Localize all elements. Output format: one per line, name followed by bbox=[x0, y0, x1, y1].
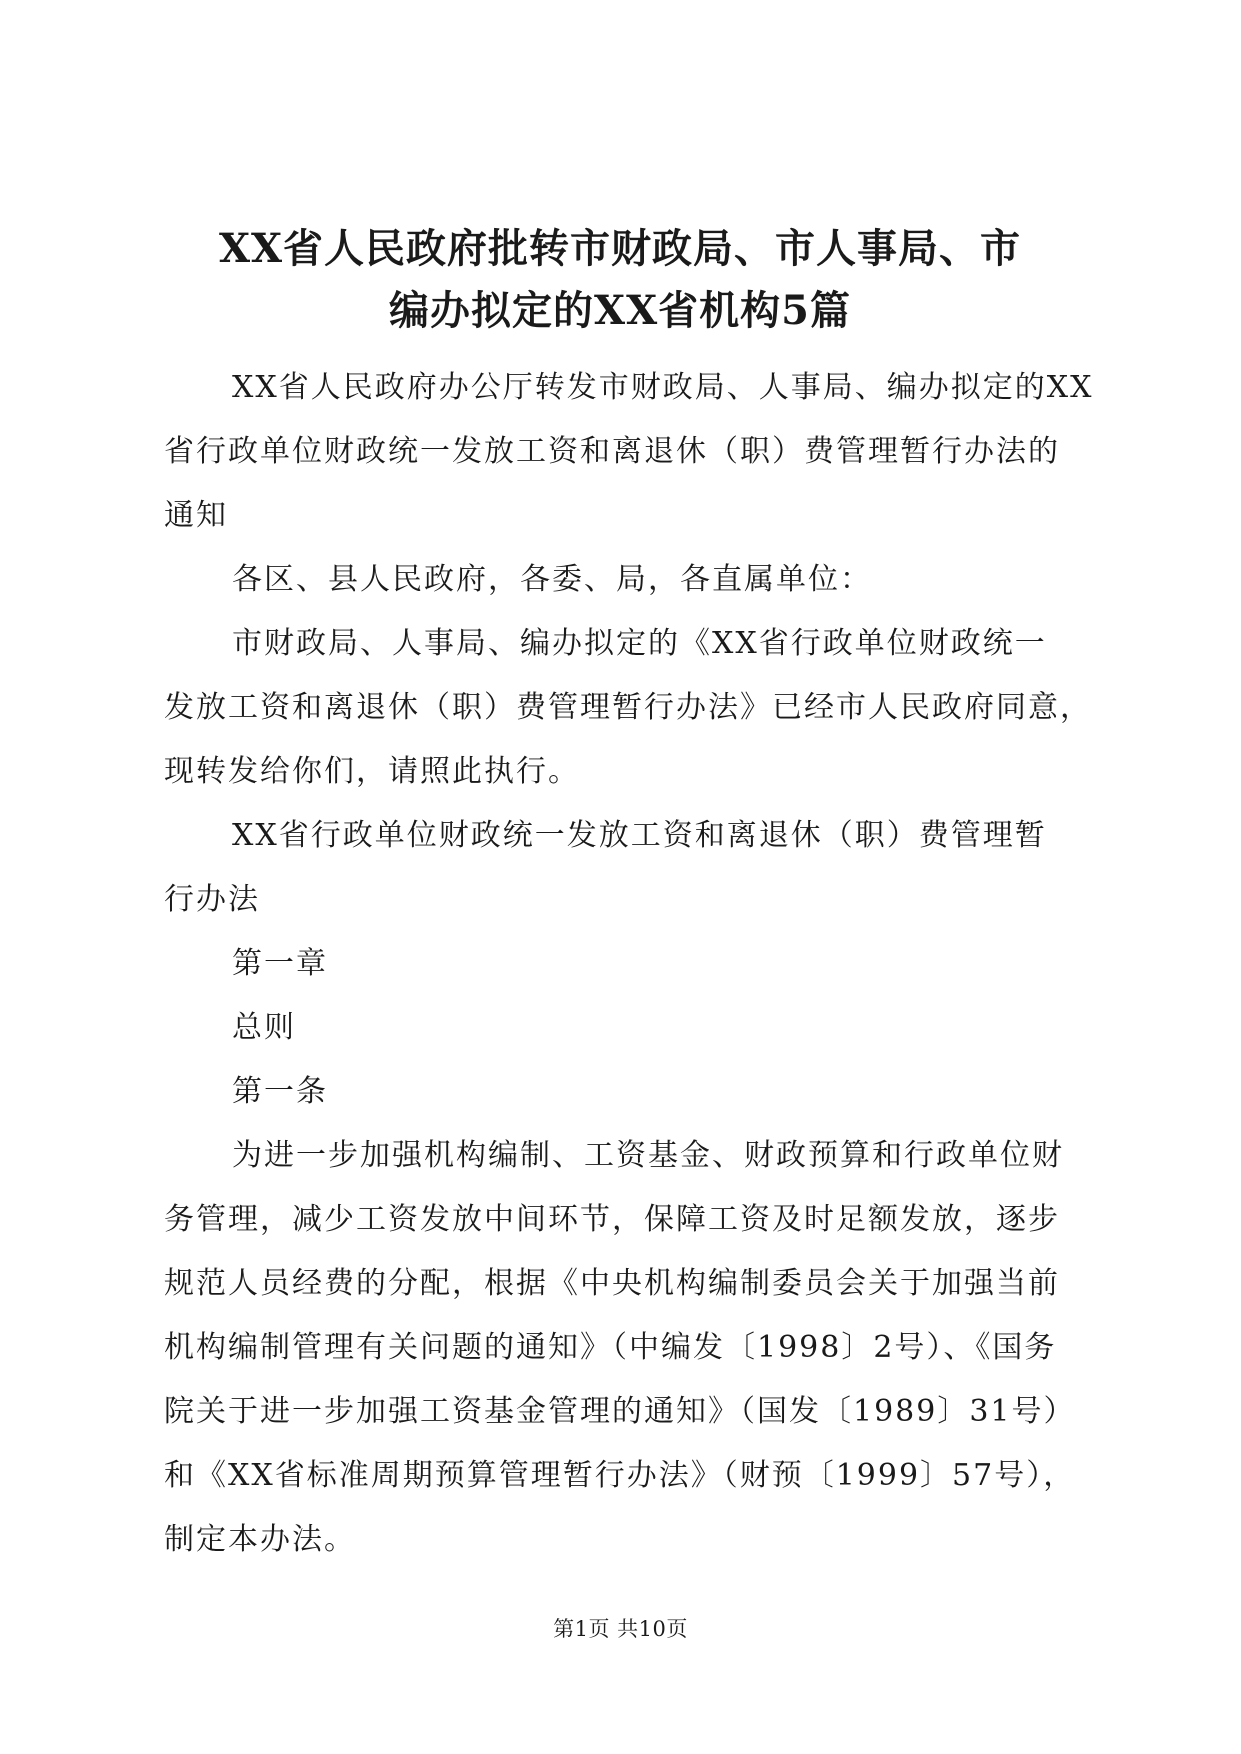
text-line: 制定本办法。 bbox=[164, 1522, 356, 1557]
text-line: 现转发给你们，请照此执行。 bbox=[164, 754, 580, 789]
title-line-2: 编办拟定的XX省机构5篇 bbox=[389, 287, 851, 334]
text-line: 第一条 bbox=[232, 1074, 328, 1109]
text-line: 各区、县人民政府，各委、局，各直属单位： bbox=[232, 562, 872, 597]
text-line: 为进一步加强机构编制、工资基金、财政预算和行政单位财 bbox=[232, 1138, 1064, 1173]
page-number-footer: 第1页 共10页 bbox=[553, 1617, 688, 1641]
text-line: 务管理，减少工资发放中间环节，保障工资及时足额发放，逐步 bbox=[164, 1202, 1060, 1237]
text-line: XX省行政单位财政统一发放工资和离退休（职）费管理暂 bbox=[232, 818, 1047, 853]
text-line: 行办法 bbox=[164, 882, 260, 917]
article-heading bbox=[164, 1060, 1084, 1124]
title-line-1: XX省人民政府批转市财政局、市人事局、市 bbox=[218, 225, 1022, 272]
chapter-subtitle bbox=[164, 996, 1084, 1060]
document-title bbox=[150, 218, 1090, 342]
text-line: 总则 bbox=[232, 1010, 296, 1045]
text-line: 省行政单位财政统一发放工资和离退休（职）费管理暂行办法的 bbox=[164, 434, 1060, 469]
document-body bbox=[164, 356, 1094, 1572]
text-line: 院关于进一步加强工资基金管理的通知》（国发〔1989〕31号） bbox=[164, 1394, 1076, 1429]
text-line: 机构编制管理有关问题的通知》（中编发〔1998〕2号）、《国务 bbox=[164, 1330, 1057, 1365]
paragraph-forwarding bbox=[164, 612, 1092, 804]
text-line: 发放工资和离退休（职）费管理暂行办法》已经市人民政府同意， bbox=[164, 690, 1092, 725]
paragraph-notice-heading bbox=[164, 356, 1094, 548]
text-line: XX省人民政府办公厅转发市财政局、人事局、编办拟定的XX bbox=[232, 370, 1094, 405]
paragraph-article-one bbox=[164, 1124, 1084, 1572]
text-line: 第一章 bbox=[232, 946, 328, 981]
chapter-heading bbox=[164, 932, 1084, 996]
text-line: 和《XX省标准周期预算管理暂行办法》（财预〔1999〕57号）， bbox=[164, 1458, 1076, 1493]
paragraph-regulation-title bbox=[164, 804, 1084, 932]
paragraph-salutation bbox=[164, 548, 1084, 612]
text-line: 市财政局、人事局、编办拟定的《XX省行政单位财政统一 bbox=[232, 626, 1047, 661]
text-line: 规范人员经费的分配，根据《中央机构编制委员会关于加强当前 bbox=[164, 1266, 1060, 1301]
text-line: 通知 bbox=[164, 498, 228, 533]
